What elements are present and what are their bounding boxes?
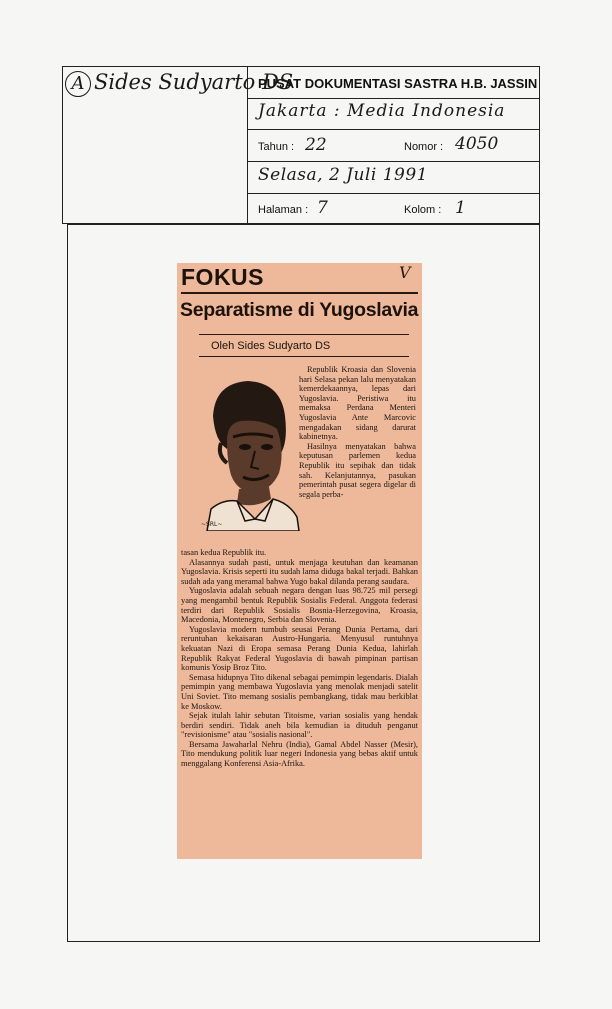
nomor-value: 4050 — [455, 134, 499, 154]
kolom-label: Kolom : — [404, 204, 442, 216]
kolom-value: 1 — [455, 198, 466, 218]
body-paragraph-1: Alasannya sudah pasti, untuk menjaga keutuhan dan keamanan Yugoslavia. Krisis seperti itu sudah lama diduga bakal terjadi. Bahkan sudah ada yang meramal bahwa Yugo bakal dilanda perang saudara. — [181, 557, 418, 586]
header-row-line-3 — [247, 161, 540, 162]
body-paragraph-6: Bersama Jawaharlal Nehru (India), Gamal Abdel Nasser (Mesir), Tito mendukung politik luar negeri Indonesia yang bebas aktif untuk menggalang Konferensi Asia-Afrika. — [181, 739, 418, 769]
header-row-line-2 — [247, 129, 540, 130]
body-column — [181, 548, 418, 769]
newspaper-clipping — [177, 263, 422, 859]
intro-paragraph-2: Hasilnya menyatakan bahwa keputusan parlemen kedua Republik itu sepihak dan tidak sah. Kelanjutannya, pasukan pemerintah pusat segera digelar di segala perba- — [299, 441, 416, 499]
intro-tail: tasan kedua Republik itu. — [181, 548, 267, 557]
header-row-line-1 — [247, 98, 540, 99]
body-paragraph-5: Sejak itulah lahir sebutan Titoisme, varian sosialis yang hendak berdiri sendiri. Tidak aneh bila kemudian ia dituduh penganut "revisionisme" atau "sosialis nasional". — [181, 711, 418, 740]
rubric-rule — [181, 292, 418, 294]
source-handwritten: Jakarta : Media Indonesia — [258, 101, 506, 121]
portrait-illustration — [193, 371, 303, 531]
halaman-value: 7 — [317, 198, 328, 218]
date-handwritten: Selasa, 2 Juli 1991 — [258, 165, 428, 185]
author-handwritten-note: Sides Sudyarto DS — [94, 70, 294, 94]
body-paragraph-4: Semasa hidupnya Tito dikenal sebagai pemimpin legendaris. Dialah pemimpin yang membawa Yugoslavia yang menolak menjadi satelit Uni Soviet. Tito memang sosialis pembangkang, tidak mau berkiblat ke Moskow. — [181, 672, 418, 711]
portrait-signature: ~SRL~ — [201, 521, 223, 528]
circled-letter — [65, 71, 91, 97]
institution-name: PUSAT DOKUMENTASI SASTRA H.B. JASSIN — [258, 76, 538, 91]
byline-rule-bottom — [199, 356, 409, 357]
tahun-value: 22 — [305, 135, 327, 155]
byline: Oleh Sides Sudyarto DS — [211, 340, 331, 352]
intro-column — [299, 365, 416, 499]
nomor-label: Nomor : — [404, 141, 444, 153]
halaman-label: Halaman : — [258, 204, 309, 216]
circled-letter-text: A — [71, 73, 85, 94]
body-paragraph-2: Yugoslavia adalah sebuah negara dengan luas 98.725 mil persegi yang mengambil bentuk Republik Sosialis Federal. Anggota federasi terdiri dari Republik Sosialis Bosnia-Herzegovina, Kroasia, Macedonia, Montenegro, Serbia dan Slovenia. — [181, 586, 418, 625]
rubric-label: FOKUS — [181, 264, 264, 290]
check-mark: V — [399, 263, 411, 282]
body-paragraph-3: Yugoslavia modern tumbuh seusai Perang Dunia Pertama, dari reruntuhan kekaisaran Austro-Hungaria. Menyusul runtuhnya kekuatan Nazi di Eropa semasa Perang Dunia Kedua, lahirlah Republik Rakyat Federal Yugoslavia di bawah pimpinan partisan komunis Yosip Broz Tito. — [181, 624, 418, 673]
header-row-line-4 — [247, 193, 540, 194]
byline-rule-top — [199, 334, 409, 335]
tahun-label: Tahun : — [258, 141, 295, 153]
article-title: Separatisme di Yugoslavia — [180, 299, 419, 321]
intro-paragraph-1: Republik Kroasia dan Slovenia hari Selasa pekan lalu menyatakan kemerdekaannya, lepas dari Yugoslavia. Peristiwa itu memaksa Perdana Menteri Yugoslavia Ante Marcovic mengadakan sidang darurat kabinetnya. — [299, 365, 416, 442]
